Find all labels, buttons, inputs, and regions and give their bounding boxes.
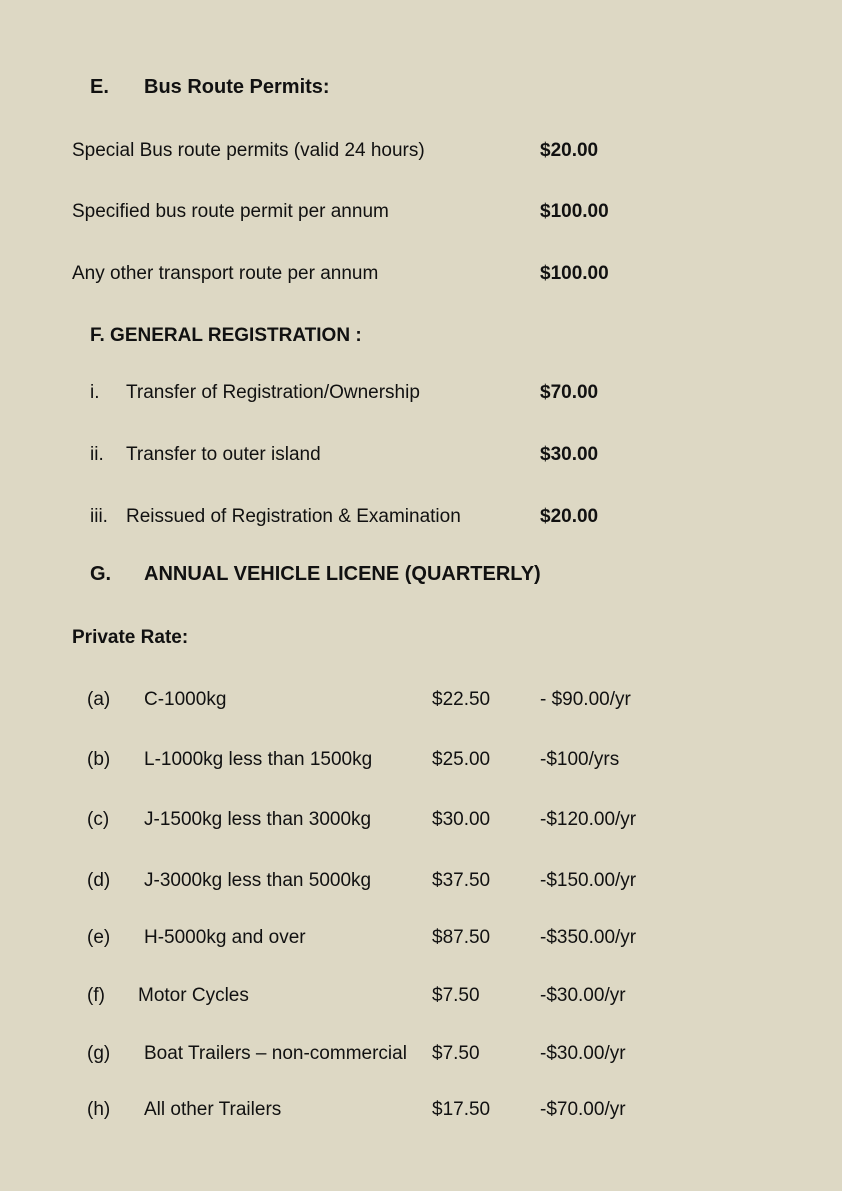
rate-label-b: L-1000kg less than 1500kg — [144, 749, 373, 770]
rate-annual-b: -$100/yrs — [540, 749, 620, 770]
registration-fee-1: $70.00 — [540, 382, 599, 403]
bus-permit-fee-1: $20.00 — [540, 140, 599, 161]
rate-code-e: (e) — [87, 927, 111, 948]
bus-permit-label-1: Special Bus route permits (valid 24 hours) — [72, 140, 425, 161]
rate-quarterly-h: $17.50 — [432, 1099, 491, 1120]
rate-annual-g: -$30.00/yr — [540, 1043, 626, 1064]
section-e-title: Bus Route Permits: — [144, 76, 330, 98]
rate-label-d: J-3000kg less than 5000kg — [144, 870, 372, 891]
rate-label-f: Motor Cycles — [138, 985, 249, 1006]
rate-label-h: All other Trailers — [144, 1099, 282, 1120]
registration-num-2: ii. — [90, 444, 104, 465]
rate-annual-e: -$350.00/yr — [540, 927, 637, 948]
registration-fee-2: $30.00 — [540, 444, 599, 465]
registration-fee-3: $20.00 — [540, 506, 599, 527]
section-e-letter: E. — [90, 76, 109, 98]
registration-num-1: i. — [90, 382, 100, 403]
rate-quarterly-e: $87.50 — [432, 927, 491, 948]
registration-label-3: Reissued of Registration & Examination — [126, 506, 461, 527]
rate-quarterly-a: $22.50 — [432, 689, 491, 710]
rate-label-e: H-5000kg and over — [144, 927, 306, 948]
rate-annual-a: - $90.00/yr — [540, 689, 631, 710]
rate-code-h: (h) — [87, 1099, 111, 1120]
registration-label-1: Transfer of Registration/Ownership — [126, 382, 420, 403]
rate-label-g: Boat Trailers – non-commercial — [144, 1043, 407, 1064]
rate-code-f: (f) — [87, 985, 105, 1006]
rate-annual-d: -$150.00/yr — [540, 870, 637, 891]
registration-num-3: iii. — [90, 506, 108, 527]
bus-permit-fee-2: $100.00 — [540, 201, 609, 222]
rate-code-c: (c) — [87, 809, 110, 830]
rate-label-a: C-1000kg — [144, 689, 227, 710]
rate-code-d: (d) — [87, 870, 111, 891]
bus-permit-label-3: Any other transport route per annum — [72, 263, 379, 284]
rate-quarterly-g: $7.50 — [432, 1043, 480, 1064]
rate-quarterly-f: $7.50 — [432, 985, 480, 1006]
rate-label-c: J-1500kg less than 3000kg — [144, 809, 372, 830]
section-g-title: ANNUAL VEHICLE LICENE (QUARTERLY) — [144, 563, 541, 585]
rate-annual-f: -$30.00/yr — [540, 985, 626, 1006]
rate-code-b: (b) — [87, 749, 111, 770]
section-f-title: F. GENERAL REGISTRATION : — [90, 325, 362, 346]
bus-permit-fee-3: $100.00 — [540, 263, 609, 284]
private-rate-heading: Private Rate: — [72, 627, 189, 648]
rate-code-g: (g) — [87, 1043, 111, 1064]
rate-quarterly-c: $30.00 — [432, 809, 491, 830]
registration-label-2: Transfer to outer island — [126, 444, 321, 465]
rate-annual-c: -$120.00/yr — [540, 809, 637, 830]
section-g-letter: G. — [90, 563, 112, 585]
rate-quarterly-b: $25.00 — [432, 749, 491, 770]
rate-code-a: (a) — [87, 689, 111, 710]
rate-annual-h: -$70.00/yr — [540, 1099, 626, 1120]
rate-quarterly-d: $37.50 — [432, 870, 491, 891]
bus-permit-label-2: Specified bus route permit per annum — [72, 201, 389, 222]
